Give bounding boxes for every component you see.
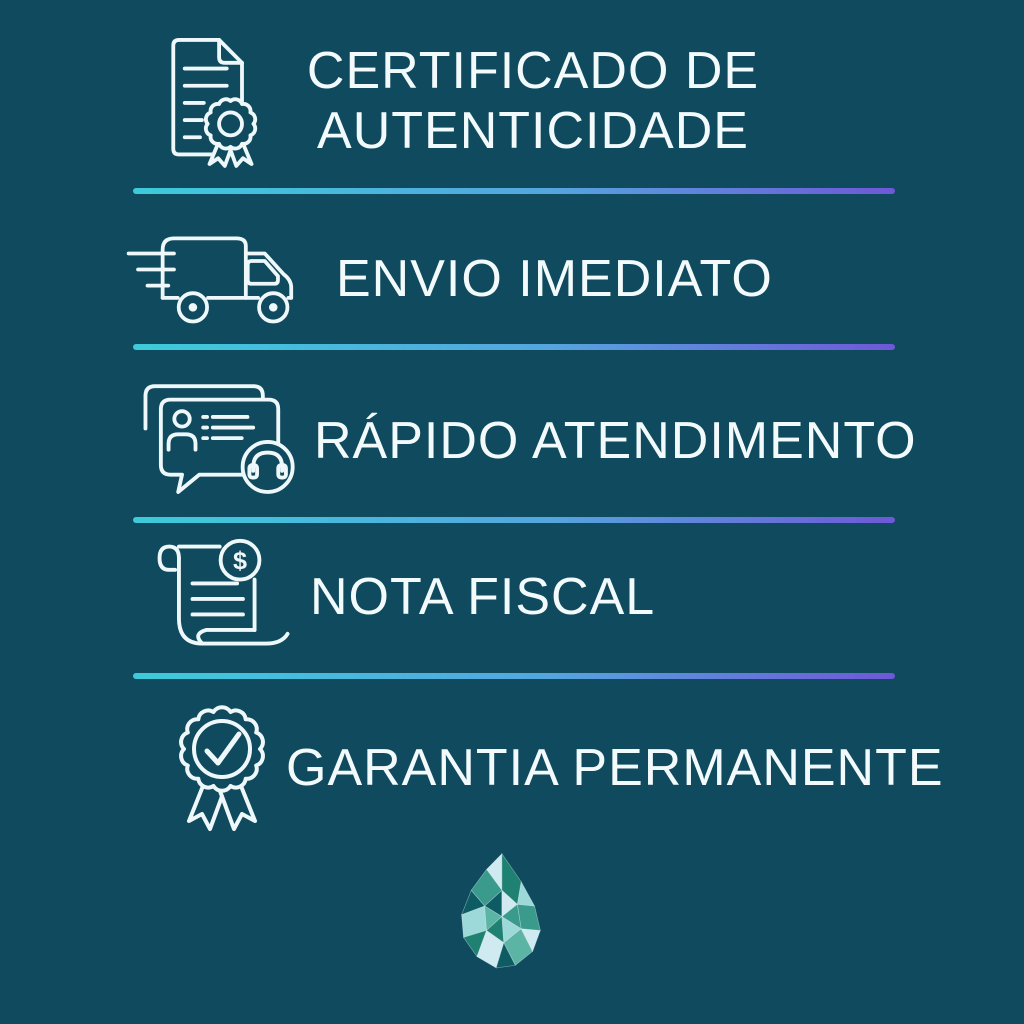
benefit-label-line2: AUTENTICIDADE xyxy=(317,102,749,160)
gradient-divider xyxy=(133,188,895,194)
gradient-divider xyxy=(133,517,895,523)
invoice-scroll-icon xyxy=(140,533,310,661)
gradient-divider xyxy=(133,344,895,350)
dollar-sign: $ xyxy=(233,546,248,575)
benefit-label-garantia: GARANTIA PERMANENTE xyxy=(286,739,944,797)
gradient-divider xyxy=(133,673,895,679)
benefit-row-nota-fiscal xyxy=(0,532,1024,662)
benefit-row-atendimento xyxy=(0,376,1024,506)
benefit-row-certificado xyxy=(0,32,1024,170)
benefit-label-line1: CERTIFICADO DE xyxy=(306,42,760,100)
delivery-truck-icon xyxy=(122,227,312,331)
benefit-label-nota-fiscal: NOTA FISCAL xyxy=(310,568,656,626)
benefit-label-envio: ENVIO IMEDIATO xyxy=(336,250,773,308)
benefit-row-envio xyxy=(0,225,1024,333)
benefit-label-certificado xyxy=(273,41,793,161)
benefit-row-garantia xyxy=(0,698,1024,838)
chat-support-icon xyxy=(132,377,310,505)
certificate-icon xyxy=(158,32,263,170)
benefit-label-atendimento: RÁPIDO ATENDIMENTO xyxy=(314,412,917,470)
award-ribbon-icon xyxy=(172,699,272,837)
gem-logo xyxy=(452,852,548,974)
